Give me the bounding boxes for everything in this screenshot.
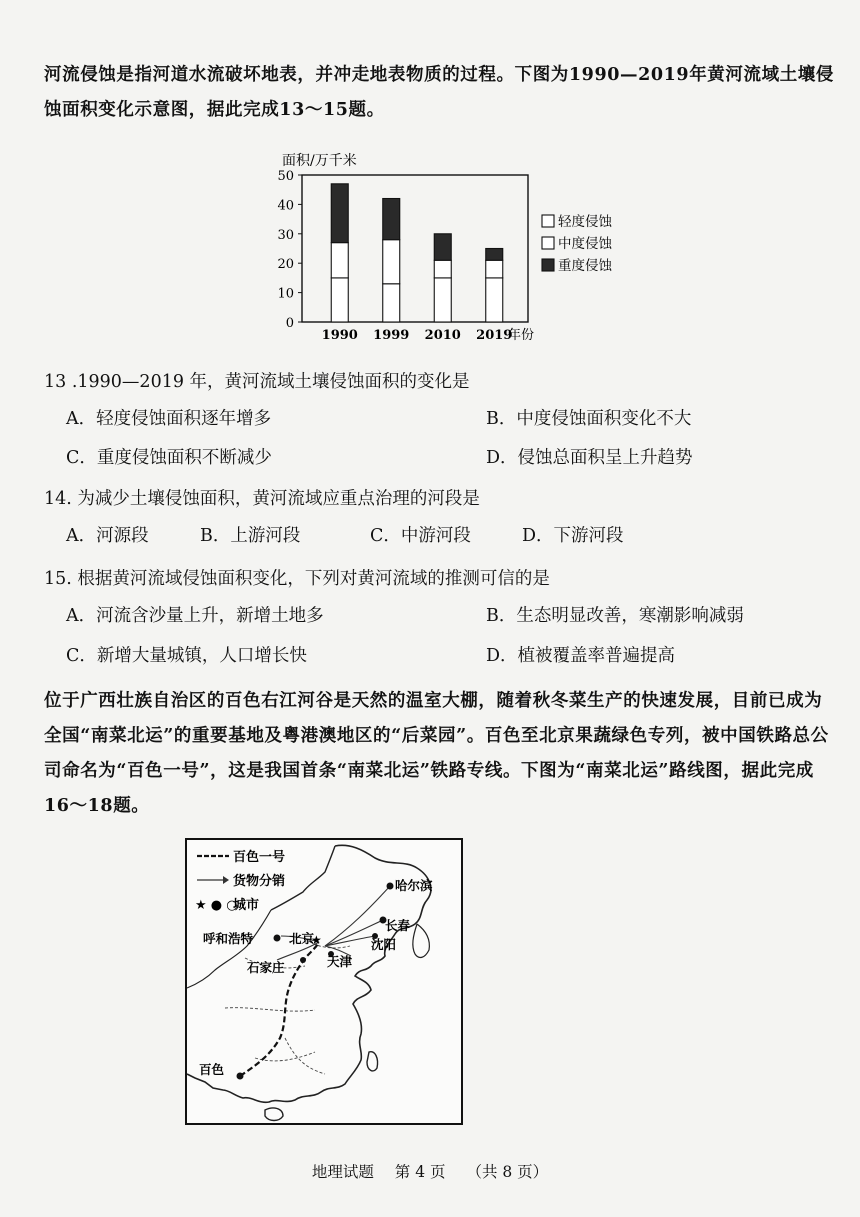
y-tick-label: 20: [277, 257, 294, 273]
beijing-star: ★: [311, 933, 322, 947]
legend-label: 轻度侵蚀: [558, 214, 612, 230]
q13-option-b[interactable]: B．中度侵蚀面积变化不大: [486, 409, 692, 429]
footer-subject: 地理试题: [311, 1163, 374, 1181]
bar-segment-重度侵蚀: [434, 234, 451, 260]
q15-option-d[interactable]: D．植被覆盖率普遍提高: [486, 646, 676, 666]
y-tick-label: 40: [277, 198, 294, 214]
question-15-stem: 15. 根据黄河流域侵蚀面积变化，下列对黄河流域的推测可信的是: [44, 569, 550, 589]
q13-option-d[interactable]: D．侵蚀总面积呈上升趋势: [486, 448, 693, 468]
city-harbin: 哈尔滨: [395, 878, 433, 893]
hohhot-marker: [274, 935, 281, 942]
intro-paragraph-1: 河流侵蚀是指河道水流破坏地表，并冲走地表物质的过程。下图为1990—2019年黄河流域土壤侵蚀面积变化示意图，据此完成13～15题。: [44, 65, 835, 120]
city-hohhot: 呼和浩特: [203, 931, 254, 946]
y-axis-label: 面积/万千米: [282, 153, 357, 169]
legend-swatch: [542, 237, 554, 249]
city-tianjin: 天津: [327, 954, 353, 969]
legend-city-symbols: ★ ● ○: [195, 898, 238, 913]
footer-page: 第 4 页: [394, 1163, 446, 1181]
city-baise: 百色: [199, 1062, 225, 1077]
bar-segment-轻度侵蚀: [331, 278, 348, 322]
bar-segment-轻度侵蚀: [434, 278, 451, 322]
city-changchun: 长春: [385, 918, 411, 933]
legend-swatch: [542, 215, 554, 227]
page-footer: [0, 1160, 860, 1182]
bar-segment-轻度侵蚀: [486, 278, 503, 322]
city-shenyang: 沈阳: [371, 937, 397, 952]
y-tick-label: 50: [277, 169, 294, 184]
legend-arrow-label: 货物分销: [233, 874, 286, 889]
route-map: [185, 838, 463, 1125]
x-tick-label: 1999: [373, 328, 410, 343]
bar-segment-轻度侵蚀: [383, 284, 400, 322]
intro-paragraph-2: 位于广西壮族自治区的百色右江河谷是天然的温室大棚，随着秋冬菜生产的快速发展，目前已成为全国“南菜北运”的重要基地及粤港澳地区的“后菜园”。百色至北京果蔬绿色专列，被中国铁路总公司命名为“百色一号”，这是我国首条“南菜北运”铁路专线。下图为“南菜北运”路线图，据此完成16～18题。: [44, 691, 829, 816]
x-tick-label: 2010: [424, 328, 461, 343]
q15-option-b[interactable]: B．生态明显改善，寒潮影响减弱: [486, 606, 744, 626]
legend-route-label: 百色一号: [233, 850, 286, 865]
bar-segment-重度侵蚀: [383, 199, 400, 240]
erosion-area-chart: [270, 145, 630, 345]
q14-option-c[interactable]: C．中游河段: [370, 526, 471, 546]
q14-option-a[interactable]: A．河源段: [66, 526, 149, 546]
bar-segment-重度侵蚀: [331, 184, 348, 243]
q13-option-a[interactable]: A．轻度侵蚀面积逐年增多: [66, 409, 272, 429]
q13-option-c[interactable]: C．重度侵蚀面积不断减少: [66, 448, 272, 468]
legend-city-label: 城市: [233, 898, 260, 913]
x-axis-label: 年份: [508, 328, 535, 343]
bar-segment-中度侵蚀: [331, 243, 348, 278]
y-tick-label: 10: [277, 286, 294, 302]
legend-label: 中度侵蚀: [558, 236, 612, 252]
shijiazhuang-marker: [300, 957, 306, 963]
q14-option-b[interactable]: B．上游河段: [200, 526, 301, 546]
question-14-stem: 14. 为减少土壤侵蚀面积，黄河流域应重点治理的河段是: [44, 489, 480, 509]
baise-marker: [237, 1073, 244, 1080]
bar-segment-中度侵蚀: [383, 240, 400, 284]
q15-option-a[interactable]: A．河流含沙量上升，新增土地多: [66, 606, 324, 626]
q14-option-d[interactable]: D．下游河段: [522, 526, 624, 546]
x-tick-label: 1990: [321, 328, 358, 343]
bar-segment-中度侵蚀: [434, 260, 451, 278]
x-tick-label: 2019: [476, 328, 513, 343]
footer-total: （共 8 页）: [466, 1163, 549, 1181]
harbin-marker: [387, 883, 394, 890]
question-13-stem: 13 .1990—2019 年，黄河流域土壤侵蚀面积的变化是: [44, 372, 470, 392]
bar-segment-重度侵蚀: [486, 249, 503, 261]
legend-label: 重度侵蚀: [558, 258, 612, 274]
q15-option-c[interactable]: C．新增大量城镇，人口增长快: [66, 646, 307, 666]
y-tick-label: 0: [285, 316, 294, 331]
bar-segment-中度侵蚀: [486, 260, 503, 278]
city-shijiazhuang: 石家庄: [247, 960, 285, 975]
city-beijing: 北京: [289, 931, 315, 946]
y-tick-label: 30: [277, 227, 294, 243]
legend-swatch: [542, 259, 554, 271]
